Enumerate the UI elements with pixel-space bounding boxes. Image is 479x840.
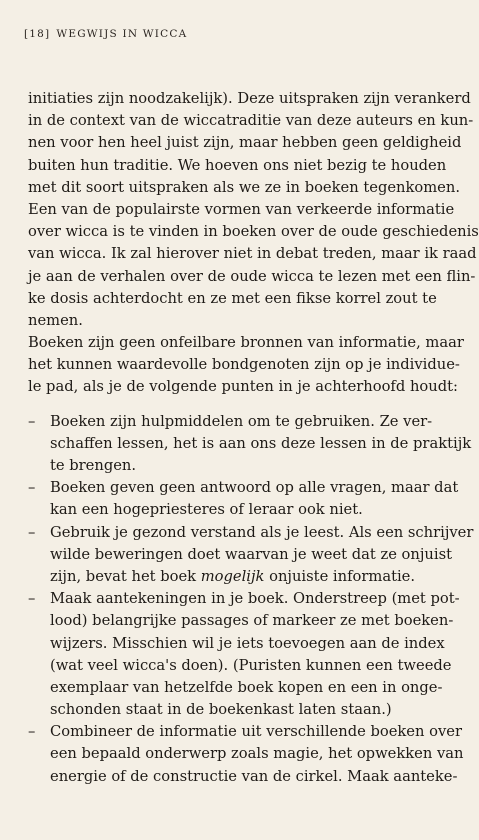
text-line: nemen.	[28, 311, 83, 329]
list-spacer	[28, 399, 458, 411]
list-item-line	[28, 544, 458, 566]
list-item-line	[28, 766, 458, 788]
text-line: je aan de verhalen over de oude wicca te lezen met een flin-	[28, 267, 476, 285]
list-item-line	[28, 699, 458, 721]
list-item	[28, 588, 458, 721]
text-line: het kunnen waardevolle bondgenoten zijn op je individue-	[28, 356, 460, 374]
page-number: [18]	[24, 28, 51, 40]
line-text: wijzers. Misschien wil je iets toevoegen aan de index	[50, 634, 445, 652]
emphasis-word: mogelijk	[200, 567, 265, 585]
text-line: le pad, als je de volgende punten in je achterhoofd houdt:	[28, 378, 458, 396]
bullet-list	[28, 411, 474, 788]
line-text: (wat veel wicca's doen). (Puristen kunnen een tweede	[50, 656, 452, 674]
paragraph	[28, 88, 474, 199]
list-item	[28, 477, 458, 521]
line-text: Gebruik je gezond verstand als je leest. Als een schrijver	[50, 523, 474, 541]
text-line: Een van de populairste vormen van verkeerde informatie	[28, 200, 455, 218]
paragraph	[28, 332, 464, 399]
text-line: Boeken zijn geen onfeilbare bronnen van informatie, maar	[28, 334, 464, 352]
list-item	[28, 522, 474, 589]
list-item-line	[28, 433, 472, 455]
text-line: initiaties zijn noodzakelijk). Deze uitspraken zijn verankerd	[28, 90, 471, 107]
list-item-line	[28, 566, 458, 588]
bullet-dash: –	[28, 590, 36, 608]
text-line: buiten hun traditie. We hoeven ons niet bezig te houden	[28, 156, 447, 174]
line-text: Combineer de informatie uit verschillende boeken over	[50, 723, 462, 741]
bullet-dash: –	[28, 523, 36, 541]
text-line: in de context van de wiccatraditie van deze auteurs en kun-	[28, 112, 474, 130]
list-item	[28, 721, 464, 788]
line-text: Boeken geven geen antwoord op alle vragen, maar dat	[50, 479, 459, 497]
list-item-line	[28, 588, 458, 610]
line-text: Maak aantekeningen in je boek. Onderstreep (met pot-	[50, 590, 460, 608]
text-line: nen voor hen heel juist zijn, maar hebben geen geldigheid	[28, 134, 462, 152]
list-item-line	[28, 411, 458, 433]
list-item-line	[28, 677, 458, 699]
list-item-line	[28, 721, 462, 743]
list-item	[28, 411, 472, 478]
text-line: met dit soort uitspraken als we ze in boeken tegenkomen.	[28, 178, 460, 196]
list-item-line	[28, 477, 458, 499]
line-text: wilde beweringen doet waarvan je weet dat ze onjuist	[50, 545, 453, 563]
bullet-dash: –	[28, 479, 36, 497]
list-item-line	[28, 499, 458, 521]
line-text: zijn, bevat het boek	[50, 567, 201, 585]
line-text: te brengen.	[50, 457, 137, 474]
line-text: een bepaald onderwerp zoals magie, het opwekken van	[50, 745, 464, 763]
running-header	[24, 28, 187, 40]
list-item-line	[28, 455, 458, 477]
text-line: ke dosis achterdocht en ze met een fikse korrel zout te	[28, 289, 437, 307]
bullet-dash: –	[28, 723, 36, 741]
line-text: onjuiste informatie.	[264, 567, 416, 585]
line-text: exemplaar van hetzelfde boek kopen en een in onge-	[50, 678, 443, 696]
running-title: WEGWIJS IN WICCA	[56, 28, 188, 40]
line-text: energie of de constructie van de cirkel. Maak aanteke-	[50, 767, 458, 785]
line-text: Boeken zijn hulpmiddelen om te gebruiken. Ze ver-	[50, 412, 433, 430]
line-text: lood) belangrijke passages of markeer ze met boeken-	[50, 612, 454, 630]
body-text	[28, 88, 479, 788]
list-item-line	[28, 522, 474, 544]
line-text: schaffen lessen, het is aan ons deze lessen in de praktijk	[50, 434, 472, 452]
list-item-line	[28, 610, 458, 632]
line-text: kan een hogepriesteres of leraar ook niet.	[50, 501, 363, 519]
text-line: van wicca. Ik zal hierover niet in debat treden, maar ik raad	[28, 245, 477, 263]
list-item-line	[28, 743, 464, 765]
paragraph	[28, 199, 479, 332]
list-item-line	[28, 633, 458, 655]
bullet-dash: –	[28, 412, 36, 430]
text-line: over wicca is te vinden in boeken over de oude geschiedenis	[28, 223, 479, 241]
line-text: schonden staat in de boekenkast laten staan.)	[50, 701, 392, 719]
list-item-line	[28, 655, 458, 677]
